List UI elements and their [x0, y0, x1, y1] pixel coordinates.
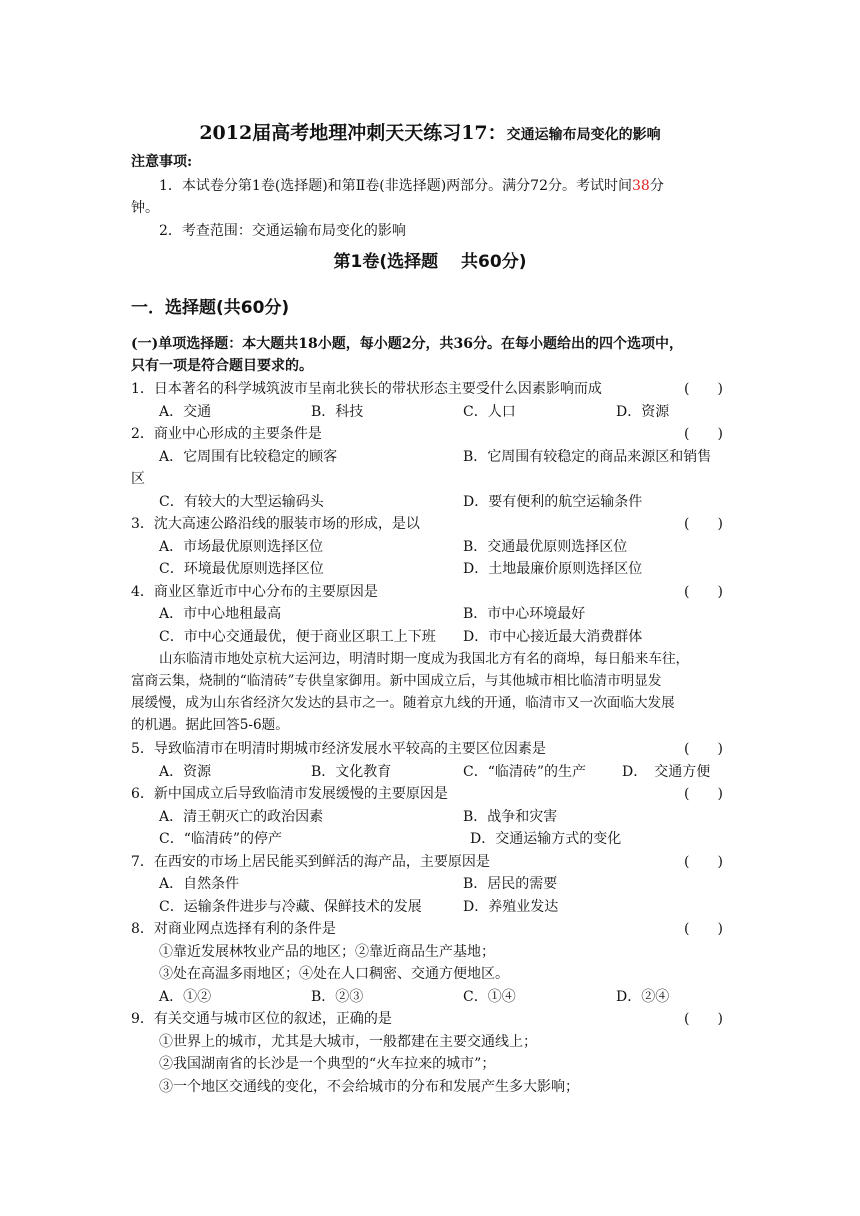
- answer-blank-1: ( ): [684, 381, 723, 397]
- q8-option-a: A．①②: [159, 989, 212, 1005]
- notes-item-1-text: 1．本试卷分第1卷(选择题)和第Ⅱ卷(非选择题)两部分。满分72分。考试时间: [159, 178, 632, 194]
- q4-option-d: D．市中心接近最大消费群体: [463, 629, 643, 645]
- q2-option-d: D．要有便利的航空运输条件: [463, 494, 643, 510]
- question-7-stem: 7．在西安的市场上居民能买到鲜活的海产品，主要原因是: [131, 854, 490, 870]
- question-3-stem: 3．沈大高速公路沿线的服装市场的形成，是以: [131, 516, 420, 532]
- q2-option-b-wrap: 区: [131, 471, 145, 487]
- answer-blank-7: ( ): [684, 854, 723, 870]
- q8-statement-2: ③处在高温多雨地区；④处在人口稠密、交通方便地区。: [159, 966, 509, 982]
- answer-blank-6: ( ): [684, 786, 723, 802]
- q8-statement-1: ①靠近发展林牧业产品的地区；②靠近商品生产基地；: [159, 944, 495, 960]
- instructions-line-2: 只有一项是符合题目要求的。: [131, 358, 313, 374]
- answer-blank-2: ( ): [684, 426, 723, 442]
- q3-option-d: D．土地最廉价原则选择区位: [463, 561, 643, 577]
- q1-option-d: D．资源: [616, 404, 670, 420]
- title-sub: 交通运输布局变化的影响: [506, 127, 661, 143]
- question-1-stem: 1．日本著名的科学城筑波市呈南北狭长的带状形态主要受什么因素影响而成: [131, 381, 602, 397]
- q2-option-c: C．有较大的大型运输码头: [159, 494, 324, 510]
- page-title: [0, 118, 860, 145]
- q5-option-a: A．资源: [159, 764, 212, 780]
- q4-option-c: C．市中心交通最优，便于商业区职工上下班: [159, 629, 436, 645]
- q1-option-c: C．人口: [463, 404, 516, 420]
- q6-option-d: D．交通运输方式的变化: [470, 831, 622, 847]
- answer-blank-3: ( ): [684, 516, 723, 532]
- answer-blank-9: ( ): [684, 1011, 723, 1027]
- passage-line-1: 山东临清市地处京杭大运河边，明清时期一度成为我国北方有名的商埠，每日船来车往，: [159, 651, 690, 667]
- q4-option-a: A．市中心地租最高: [159, 606, 282, 622]
- answer-blank-5: ( ): [684, 741, 723, 757]
- passage-line-4: 的机遇。据此回答5-6题。: [131, 717, 289, 733]
- q7-option-a: A．自然条件: [159, 876, 240, 892]
- passage-line-3: 展缓慢，成为山东省经济欠发达的县市之一。随着京九线的开通，临清市又一次面临大发展: [131, 695, 675, 711]
- q5-option-b: B．文化教育: [311, 764, 392, 780]
- q3-option-c: C．环境最优原则选择区位: [159, 561, 324, 577]
- notes-item-2: 2．考查范围：交通运输布局变化的影响: [159, 223, 406, 239]
- volume-title: 第1卷(选择题 共60分): [333, 252, 527, 272]
- title-main: 2012届高考地理冲刺天天练习17：: [199, 122, 507, 144]
- q9-statement-1: ①世界上的城市，尤其是大城市，一般都建在主要交通线上；: [159, 1034, 537, 1050]
- q7-option-d: D．养殖业发达: [463, 899, 559, 915]
- question-5-stem: 5．导致临清市在明清时期城市经济发展水平较高的主要区位因素是: [131, 741, 546, 757]
- q5-option-d: D． 交通方便: [622, 764, 711, 780]
- notes-item-1-wrap: 钟。: [131, 200, 159, 216]
- q6-option-a: A．清王朝灭亡的政治因素: [159, 809, 324, 825]
- q5-option-c: C．“临清砖”的生产: [463, 764, 587, 780]
- exam-time: 38: [632, 178, 650, 194]
- q8-option-c: C．①④: [463, 989, 516, 1005]
- q7-option-b: B．居民的需要: [463, 876, 558, 892]
- q3-option-a: A．市场最优原则选择区位: [159, 539, 324, 555]
- q3-option-b: B．交通最优原则选择区位: [463, 539, 628, 555]
- q6-option-c: C．“临清砖”的停产: [159, 831, 283, 847]
- q8-option-d: D．②④: [616, 989, 670, 1005]
- q4-option-b: B．市中心环境最好: [463, 606, 586, 622]
- question-6-stem: 6．新中国成立后导致临清市发展缓慢的主要原因是: [131, 786, 448, 802]
- question-8-stem: 8．对商业网点选择有利的条件是: [131, 921, 336, 937]
- notes-heading: 注意事项:: [131, 154, 193, 170]
- q7-option-c: C．运输条件进步与冷藏、保鲜技术的发展: [159, 899, 422, 915]
- q2-option-a: A．它周围有比较稳定的顾客: [159, 449, 338, 465]
- notes-item-1: [159, 176, 664, 196]
- q9-statement-2: ②我国湖南省的长沙是一个典型的“火车拉来的城市”；: [159, 1056, 496, 1072]
- q1-option-b: B．科技: [311, 404, 364, 420]
- q6-option-b: B．战争和灾害: [463, 809, 558, 825]
- passage-line-2: 富商云集，烧制的“临清砖”专供皇家御用。新中国成立后，与其他城市相比临清市明显发: [131, 673, 662, 689]
- section-title: 一．选择题(共60分): [131, 298, 290, 318]
- instructions-line-1: (一)单项选择题：本大题共18小题，每小题2分，共36分。在每小题给出的四个选项中，: [131, 336, 683, 352]
- notes-item-1-unit: 分: [649, 178, 664, 194]
- q1-option-a: A．交通: [159, 404, 212, 420]
- q8-option-b: B．②③: [311, 989, 364, 1005]
- answer-blank-8: ( ): [684, 921, 723, 937]
- q2-option-b: B．它周围有较稳定的商品来源区和销售: [463, 449, 712, 465]
- question-4-stem: 4．商业区靠近市中心分布的主要原因是: [131, 584, 378, 600]
- question-2-stem: 2．商业中心形成的主要条件是: [131, 426, 322, 442]
- q9-statement-3: ③一个地区交通线的变化，不会给城市的分布和发展产生多大影响；: [159, 1079, 579, 1095]
- answer-blank-4: ( ): [684, 584, 723, 600]
- question-9-stem: 9．有关交通与城市区位的叙述，正确的是: [131, 1011, 392, 1027]
